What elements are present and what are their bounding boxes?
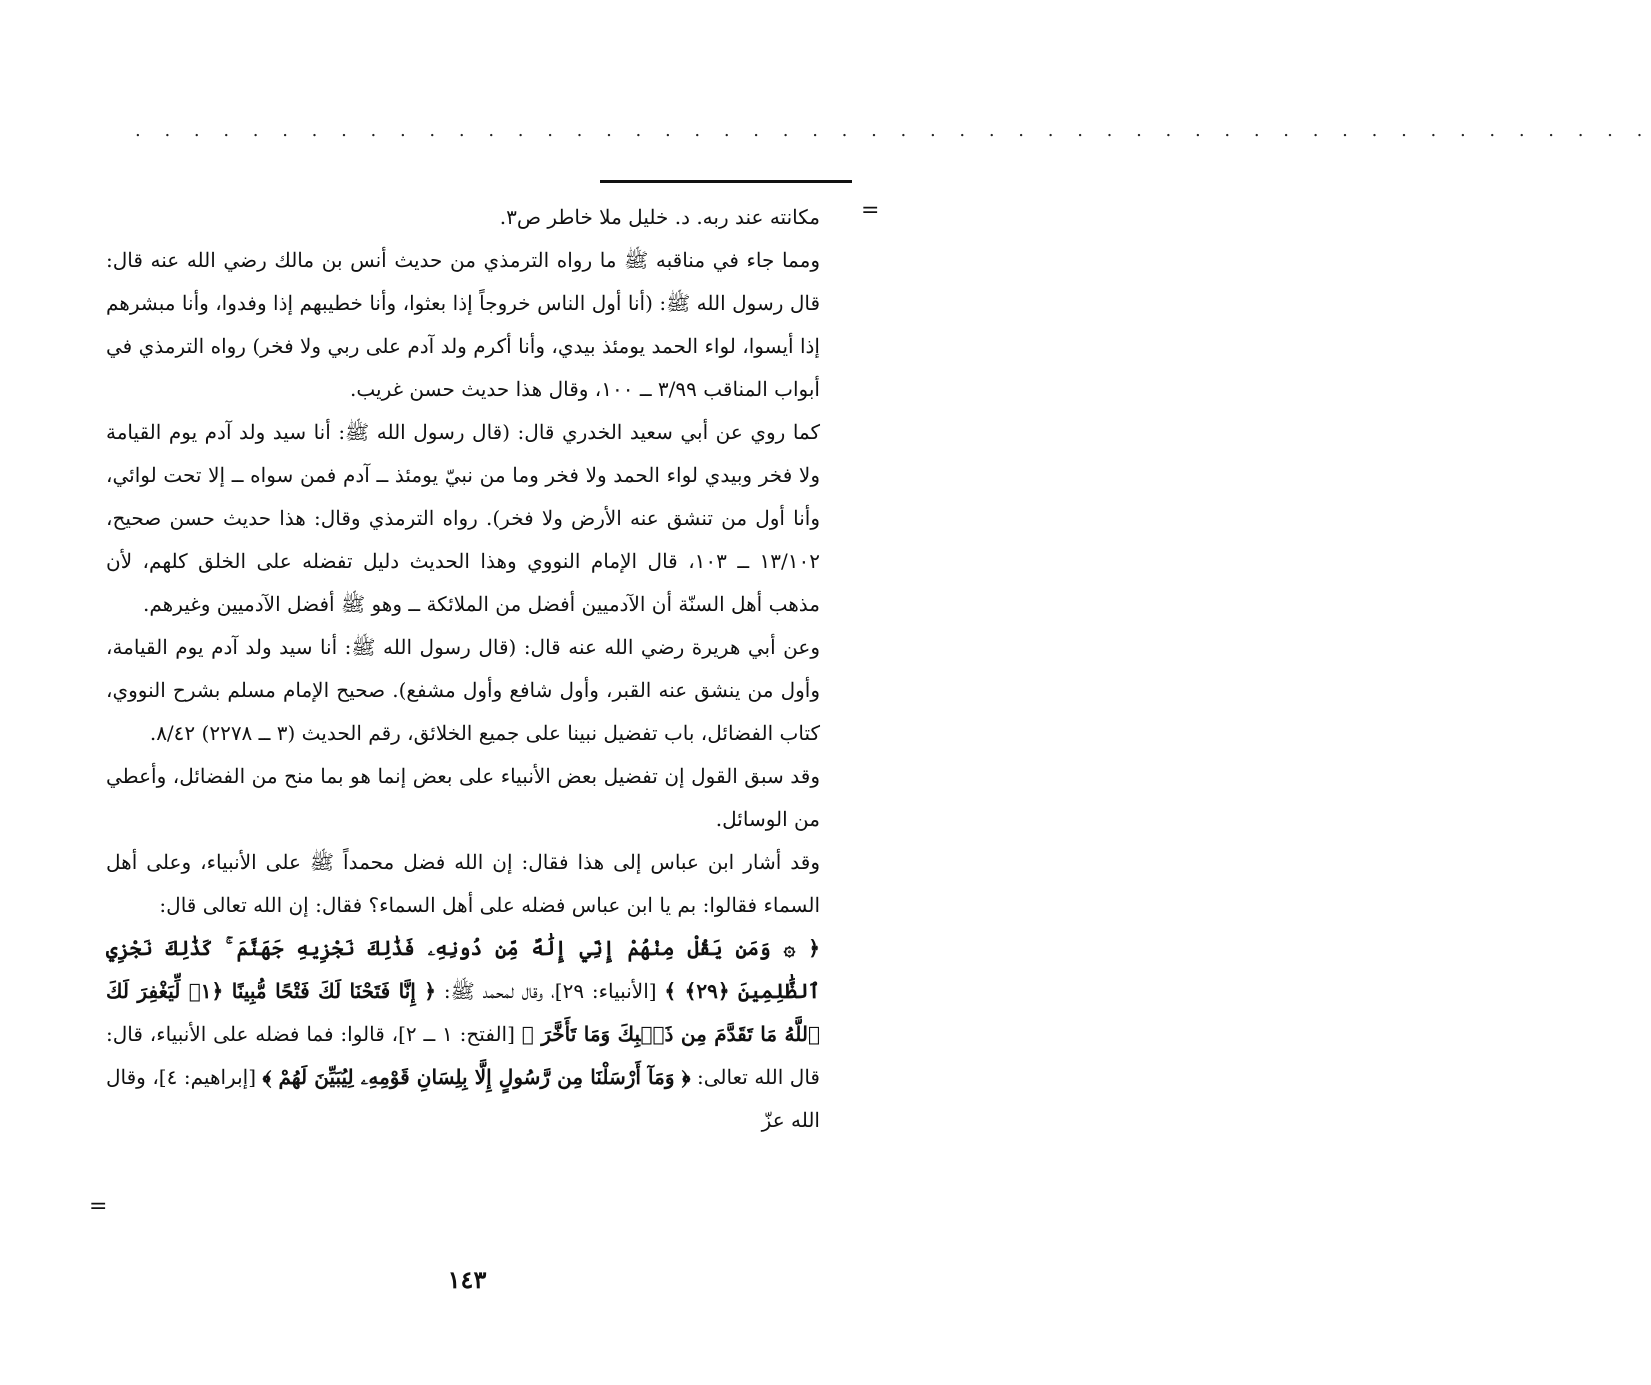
footnote-rule <box>600 180 852 183</box>
quran-verse: ﴿ إِنَّا فَتَحْنَا لَكَ فَتْحًا مُّبِينًا ﴿١﴾ لِّيَغْفِرَ لَكَ ٱللَّهُ مَا تَقَدَّمَ مِن ذَنۢبِكَ وَمَا تَأَخَّرَ ﴾ <box>106 979 820 1046</box>
footnote-continuation-mark: = <box>861 198 880 223</box>
footnote-end-continuation-mark: = <box>89 1194 108 1219</box>
footnote-paragraph: وعن أبي هريرة رضي الله عنه قال: (قال رسول الله ﷺ: أنا سيد ولد آدم يوم القيامة، وأول من ينشق عنه القبر، وأول شافع وأول مشفع). صحيح الإمام مسلم بشرح النووي، كتاب الفضائل، باب تفضيل نبينا على جميع الخلائق، رقم الحديث (٣ ــ ٢٢٧٨) ٨/٤٢. <box>106 635 820 745</box>
verse-reference: [إبراهيم: ٤]، وقال الله عزّ <box>106 1065 820 1132</box>
verse-reference: [الأنبياء: ٢٩]، وقال لمحمد ﷺ: <box>443 979 657 1003</box>
verse-reference: [الفتح: ١ ــ ٢]، قالوا: فما فضله على الأنبياء، قال: قال الله تعالى: <box>106 1022 820 1089</box>
footnote-paragraph: كما روي عن أبي سعيد الخدري قال: (قال رسول الله ﷺ: أنا سيد ولد آدم يوم القيامة ولا فخر وبيدي لواء الحمد ولا فخر وما من نبيّ يومئذ ــ آدم فمن سواه ــ إلا تحت لوائي، وأنا أول من تنشق عنه الأرض ولا فخر). رواه الترمذي وقال: هذا حديث حسن صحيح، ١٣/١٠٢ ــ ١٠٣، قال الإمام النووي وهذا الحديث دليل تفضله على الخلق كلهم، لأن مذهب أهل السنّة أن الآدميين أفضل من الملائكة ــ وهو ﷺ أفضل الآدميين وغيرهم. <box>106 420 820 616</box>
footnote-paragraph: ومما جاء في مناقبه ﷺ ما رواه الترمذي من حديث أنس بن مالك رضي الله عنه قال: قال رسول الله ﷺ: (أنا أول الناس خروجاً إذا بعثوا، وأنا خطيبهم إذا وفدوا، وأنا مبشرهم إذا أيسوا، لواء الحمد يومئذ بيدي، وأنا أكرم ولد آدم على ربي ولا فخر) رواه الترمذي في أبواب المناقب ٣/٩٩ ــ ١٠٠، وقال هذا حديث حسن غريب. <box>106 248 820 401</box>
header-dotted-separator: . . . . . . . . . . . . . . . . . . . . . . . . . . . . . . . . . . . . . . . . . . . . . . . . . . . . <box>135 120 1651 141</box>
footnote-text <box>106 196 820 1142</box>
quran-verse: ﴿ ۞ وَمَن يَقُلْ مِنْهُمْ إِنِّي إِلَٰهٌ مِّن دُونِهِۦ فَذَٰلِكَ نَجْزِيهِ جَهَنَّمَ ۚ كَذَٰلِكَ نَجْزِي ٱلظَّٰلِمِينَ ﴿٢٩﴾ ﴾ <box>106 936 821 1003</box>
page-number: ١٤٣ <box>447 1265 487 1294</box>
footnote-paragraph: وقد أشار ابن عباس إلى هذا فقال: إن الله فضل محمداً ﷺ على الأنبياء، وعلى أهل السماء فقالوا: بم يا ابن عباس فضله على أهل السماء؟ فقال: إن الله تعالى قال: <box>106 850 820 917</box>
quran-verse: ﴿ وَمَآ أَرْسَلْنَا مِن رَّسُولٍ إِلَّا بِلِسَانِ قَوْمِهِۦ لِيُبَيِّنَ لَهُمْ ﴾ <box>262 1065 691 1089</box>
quran-passage-block <box>106 927 820 1142</box>
footnote-paragraph: مكانته عند ربه. د. خليل ملا خاطر ص٣. <box>499 205 820 229</box>
footnote-paragraph: وقد سبق القول إن تفضيل بعض الأنبياء على بعض إنما هو بما منح من الفضائل، وأعطي من الوسائل. <box>106 764 820 831</box>
